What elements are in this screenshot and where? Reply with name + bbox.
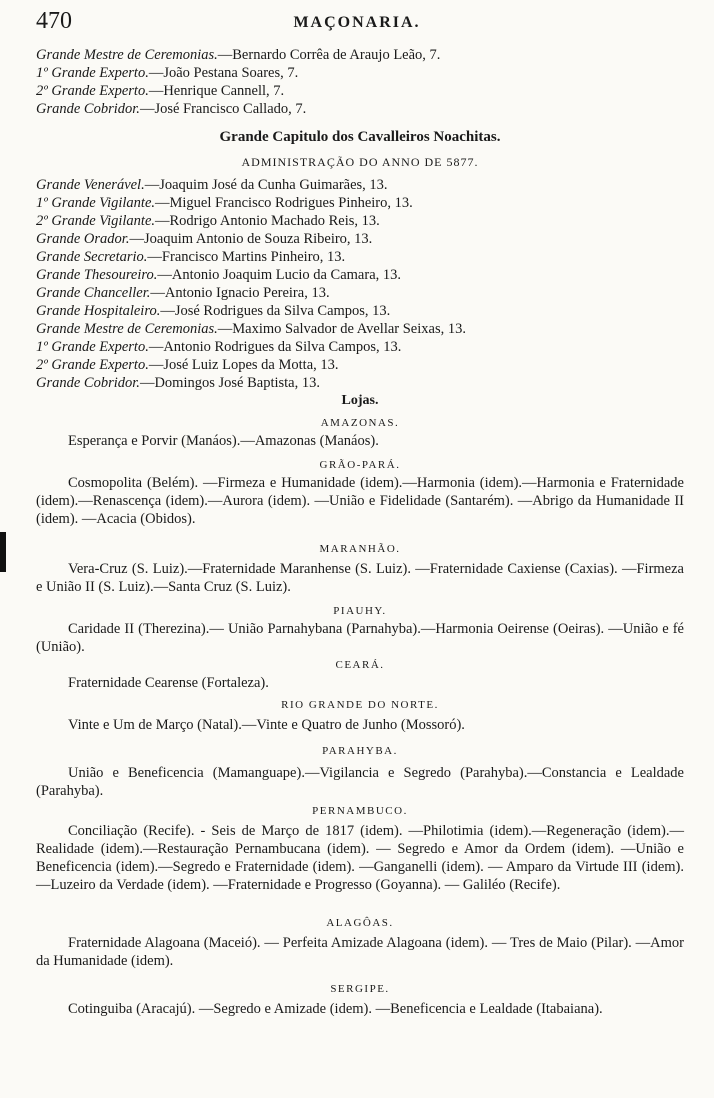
province-lodges: Vera-Cruz (S. Luiz).—Fraternidade Maranhense (S. Luiz). —Fraternidade Caxiense (Caxias). —Firmeza e União II (S. Luiz).—Santa Cruz (S. Luiz). (36, 561, 684, 595)
officer-name: —Rodrigo Antonio Machado Reis, 13. (155, 213, 380, 229)
officer-entry (36, 374, 684, 392)
lojas-heading: Lojas. (341, 393, 379, 408)
officer-entry (36, 248, 684, 266)
officer-role: 1º Grande Vigilante. (36, 195, 156, 211)
province-lodges: Cotinguiba (Aracajú). —Segredo e Amizade (idem). —Beneficencia e Lealdade (Itabaiana). (68, 1001, 603, 1017)
officer-role: Grande Orador. (36, 231, 130, 247)
officer-name: —Maximo Salvador de Avellar Seixas, 13. (217, 321, 466, 337)
officer-name: —José Francisco Callado, 7. (139, 101, 307, 117)
officer-entry (36, 46, 684, 64)
province-lodges: União e Beneficencia (Mamanguape).—Vigilancia e Segredo (Parahyba).—Constancia e Lealdade (Parahyba). (36, 765, 684, 799)
officer-role: Grande Venerável. (36, 177, 145, 193)
officer-role: 1º Grande Experto. (36, 339, 149, 355)
officer-entry (36, 338, 684, 356)
province-heading: GRÃO-PARÁ. (319, 459, 401, 471)
officer-name: —Joaquim Antonio de Souza Ribeiro, 13. (129, 231, 373, 247)
officer-role: 2º Grande Experto. (36, 83, 149, 99)
province-lodges: Vinte e Um de Março (Natal).—Vinte e Quatro de Junho (Mossoró). (68, 717, 465, 733)
officer-name: —Joaquim José da Cunha Guimarães, 13. (144, 177, 388, 193)
officer-role: Grande Mestre de Ceremonias. (36, 321, 218, 337)
officer-role: Grande Chanceller. (36, 285, 151, 301)
officer-entry (36, 320, 684, 338)
province-heading: CEARÁ. (335, 659, 385, 671)
province-lodges: Cosmopolita (Belém). —Firmeza e Humanidade (idem).—Harmonia (idem).—Harmonia e Fraternidade (idem).—Renascença (idem).—Aurora (idem). —União e Fidelidade (Santarém). —Abrigo da Humanidade II (idem). —Acacia (Obidos). (36, 475, 684, 527)
chapter-title: Grande Capitulo dos Cavalleiros Noachitas. (219, 129, 501, 145)
officer-role: 1º Grande Experto. (36, 65, 149, 81)
officer-role: Grande Secretario. (36, 249, 148, 265)
officer-name: —Antonio Rodrigues da Silva Campos, 13. (148, 339, 402, 355)
officer-entry (36, 266, 684, 284)
province-heading: ALAGÔAS. (326, 917, 394, 929)
officer-role: 2º Grande Vigilante. (36, 213, 156, 229)
officer-name: —José Luiz Lopes da Motta, 13. (148, 357, 339, 373)
province-lodges: Fraternidade Alagoana (Maceió). — Perfeita Amizade Alagoana (idem). — Tres de Maio (Pilar). —Amor da Humanidade (idem). (36, 935, 684, 969)
officer-entry (36, 212, 684, 230)
officer-role: Grande Cobridor. (36, 101, 140, 117)
province-lodges: Esperança e Porvir (Manáos).—Amazonas (Manáos). (68, 433, 379, 449)
chapter-officer-list (36, 176, 684, 392)
officer-entry (36, 82, 684, 100)
officer-name: —Domingos José Baptista, 13. (139, 375, 320, 391)
province-heading: PARAHYBA. (322, 745, 398, 757)
officer-entry (36, 284, 684, 302)
officer-role: 2º Grande Experto. (36, 357, 149, 373)
officer-entry (36, 100, 684, 118)
province-heading: RIO GRANDE DO NORTE. (281, 699, 439, 711)
officer-name: —Miguel Francisco Rodrigues Pinheiro, 13. (155, 195, 413, 211)
province-lodges: Conciliação (Recife). - Seis de Março de 1817 (idem). —Philotimia (idem).—Regeneração (idem).—Realidade (idem).—Restauração Pernambucana (idem). — Segredo e Amor da Ordem (idem). —União e Beneficencia (idem).—Segredo e Fraternidade (idem). —Ganganelli (idem). — Amparo da Virtude III (idem). —Luzeiro da Verdade (idem). —Fraternidade e Progresso (Goyanna). — Galiléo (Recife). (36, 823, 684, 893)
officer-role: Grande Cobridor. (36, 375, 140, 391)
officer-name: —Bernardo Corrêa de Araujo Leão, 7. (217, 47, 441, 63)
province-lodges: Fraternidade Cearense (Fortaleza). (68, 675, 269, 691)
officer-entry (36, 176, 684, 194)
officer-name: —Francisco Martins Pinheiro, 13. (147, 249, 346, 265)
officer-role: Grande Thesoureiro. (36, 267, 158, 283)
officer-role: Grande Mestre de Ceremonias. (36, 47, 218, 63)
province-heading: AMAZONAS. (320, 417, 400, 429)
province-lodges: Caridade II (Therezina).— União Parnahybana (Parnahyba).—Harmonia Oeirense (Oeiras). —União e fé (União). (36, 621, 684, 655)
officer-name: —Henrique Cannell, 7. (148, 83, 285, 99)
officer-name: —João Pestana Soares, 7. (148, 65, 299, 81)
officer-entry (36, 230, 684, 248)
officer-role: Grande Hospitaleiro. (36, 303, 161, 319)
top-officer-list (36, 46, 684, 118)
province-heading: PIAUHY. (333, 605, 387, 617)
province-heading: MARANHÃO. (319, 543, 401, 555)
page-number: 470 (36, 8, 72, 34)
province-heading: PERNAMBUCO. (312, 805, 408, 817)
officer-entry (36, 64, 684, 82)
margin-mark (0, 532, 6, 572)
officer-name: —Antonio Ignacio Pereira, 13. (150, 285, 330, 301)
officer-name: —Antonio Joaquim Lucio da Camara, 13. (157, 267, 402, 283)
chapter-administration: ADMINISTRAÇÃO DO ANNO DE 5877. (241, 155, 479, 169)
running-title: MAÇONARIA. (293, 14, 421, 31)
officer-entry (36, 356, 684, 374)
officer-name: —José Rodrigues da Silva Campos, 13. (160, 303, 391, 319)
province-heading: SERGIPE. (330, 983, 390, 995)
officer-entry (36, 302, 684, 320)
officer-entry (36, 194, 684, 212)
